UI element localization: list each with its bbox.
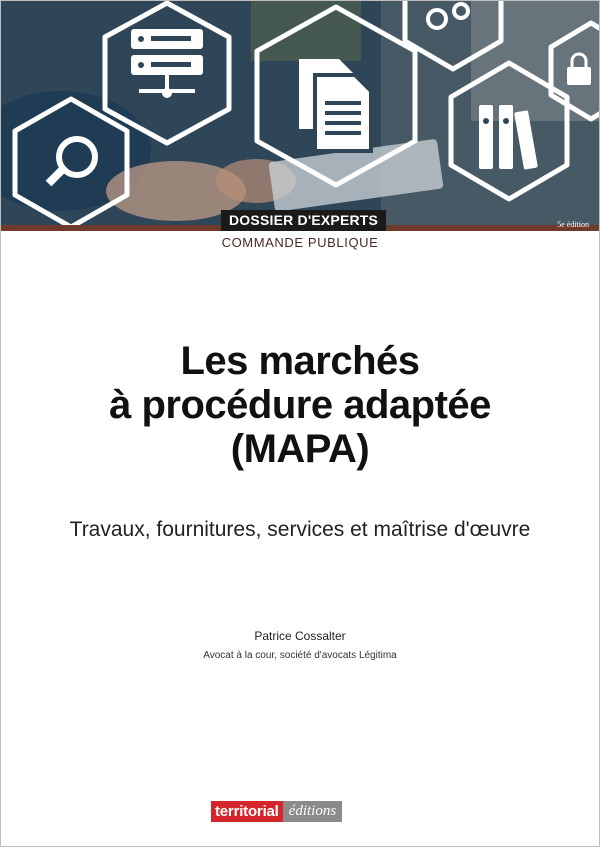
book-title xyxy=(1,339,599,471)
edition-label: 5e édition xyxy=(557,220,589,229)
publisher-suffix: éditions xyxy=(283,801,343,822)
publisher-logo xyxy=(211,801,342,822)
cover-illustration xyxy=(1,1,599,225)
book-subtitle: Travaux, fournitures, services et maîtrise d'œuvre xyxy=(69,518,531,541)
title-line-2: à procédure adaptée xyxy=(109,383,491,427)
category-label: COMMANDE PUBLIQUE xyxy=(221,235,379,250)
series-badge: DOSSIER D'EXPERTS xyxy=(221,210,386,231)
publisher-brand: territorial xyxy=(211,801,283,822)
title-line-3: (MAPA) xyxy=(230,427,370,471)
title-line-1: Les marchés xyxy=(180,339,420,383)
author-name: Patrice Cossalter xyxy=(254,629,346,643)
author-affiliation: Avocat à la cour, société d'avocats Légitima xyxy=(203,650,397,661)
